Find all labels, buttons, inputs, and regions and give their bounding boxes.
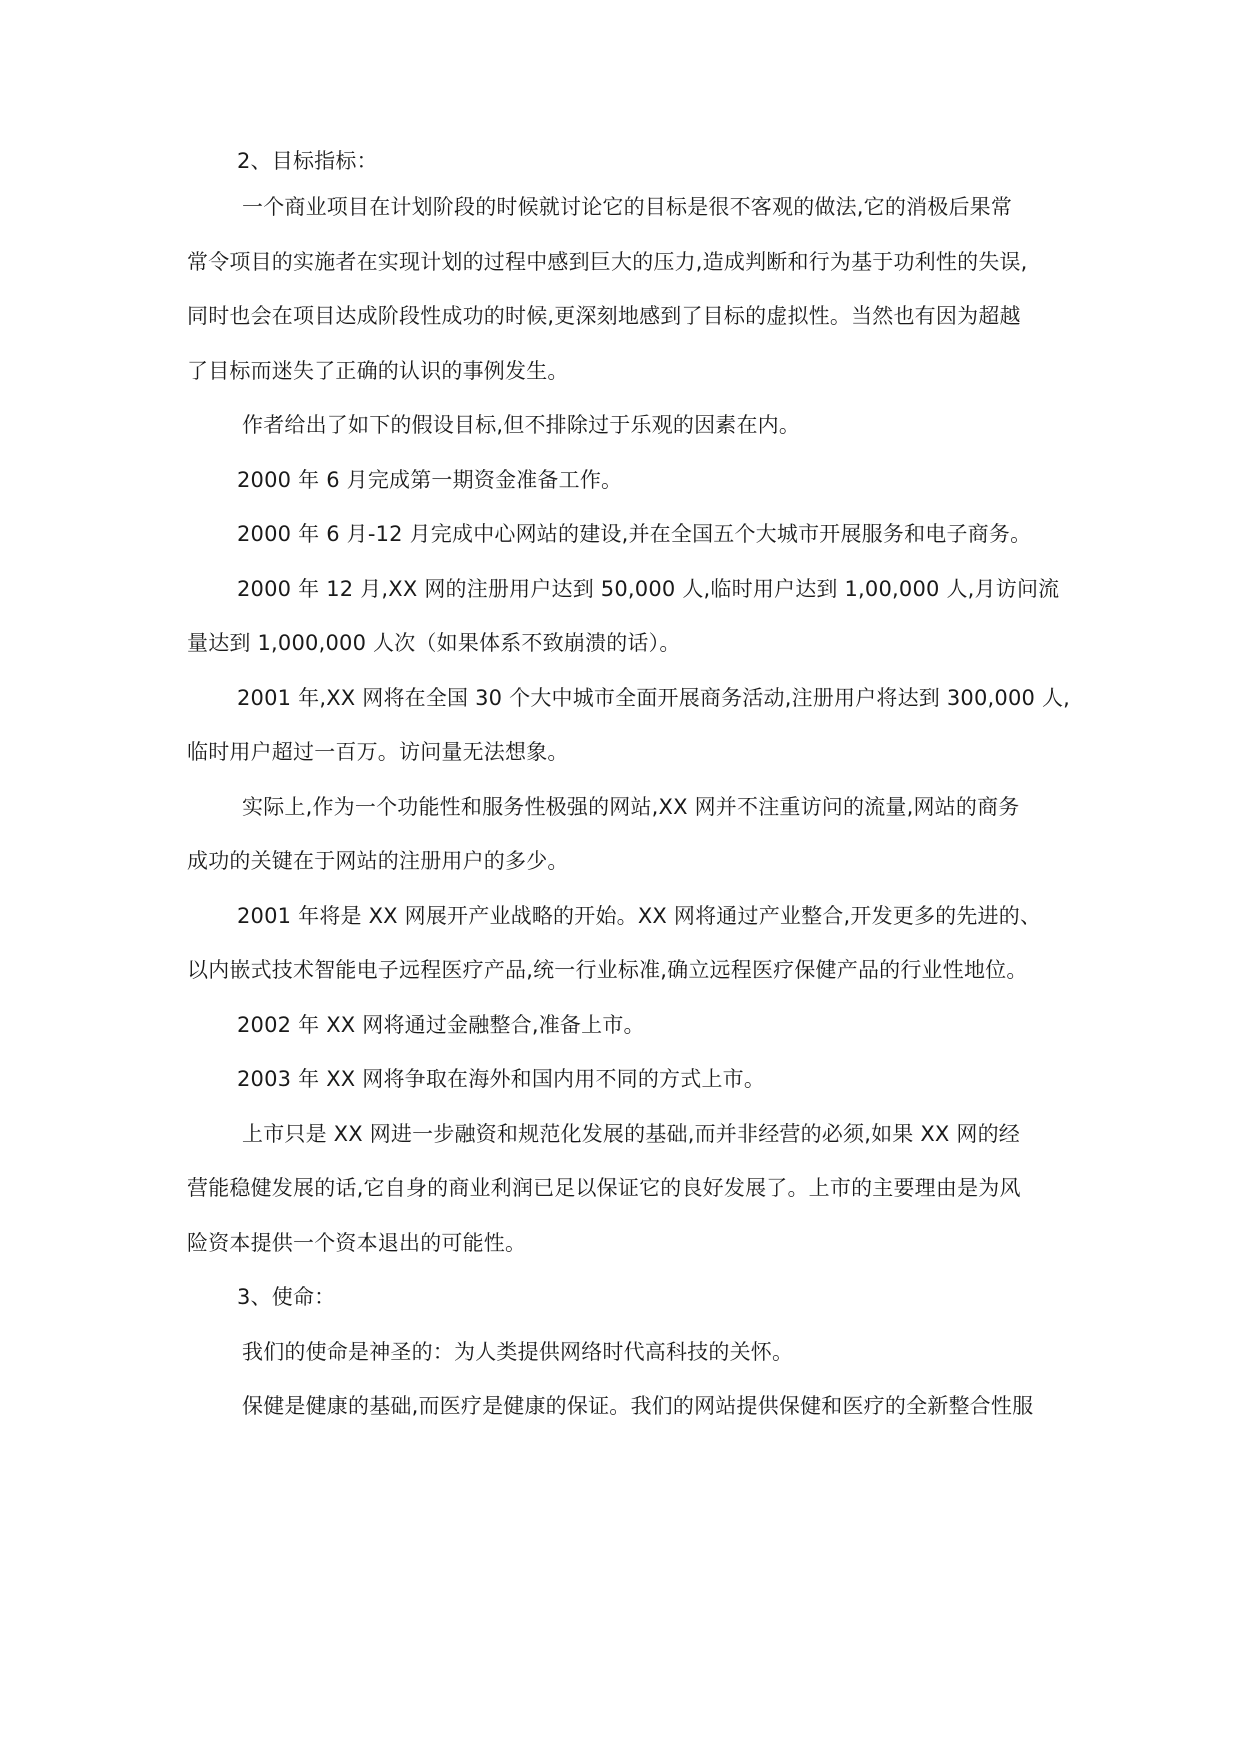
text-line: 2000 年 12 月,XX 网的注册用户达到 50,000 人,临时用户达到 1,00,000 人,月访问流 [237,577,1060,601]
text-line: 一个商业项目在计划阶段的时候就讨论它的目标是很不客观的做法,它的消极后果常 [242,195,1013,219]
text-line: 以内嵌式技术智能电子远程医疗产品,统一行业标准,确立远程医疗保健产品的行业性地位。 [187,958,1028,982]
text-line: 2000 年 6 月-12 月完成中心网站的建设,并在全国五个大城市开展服务和电子商务。 [237,522,1032,546]
text-line: 临时用户超过一百万。访问量无法想象。 [187,740,569,764]
text-line: 常令项目的实施者在实现计划的过程中感到巨大的压力,造成判断和行为基于功利性的失误, [187,250,1028,274]
text-line: 2001 年,XX 网将在全国 30 个大中城市全面开展商务活动,注册用户将达到 300,000 人, [237,686,1071,710]
text-line: 2001 年将是 XX 网展开产业战略的开始。XX 网将通过产业整合,开发更多的先进的、 [237,904,1042,928]
text-line: 作者给出了如下的假设目标,但不排除过于乐观的因素在内。 [242,413,801,437]
text-line: 我们的使命是神圣的：为人类提供网络时代高科技的关怀。 [242,1340,794,1364]
text-line: 量达到 1,000,000 人次（如果体系不致崩溃的话）。 [187,631,681,655]
section-heading-mission: 3、使命： [237,1285,336,1309]
section-heading-goals: 2、目标指标： [237,149,378,173]
text-line: 2000 年 6 月完成第一期资金准备工作。 [237,468,623,492]
text-line: 上市只是 XX 网进一步融资和规范化发展的基础,而并非经营的必须,如果 XX 网的经 [242,1122,1020,1146]
text-line: 营能稳健发展的话,它自身的商业利润已足以保证它的良好发展了。上市的主要理由是为风 [187,1176,1021,1200]
text-line: 保健是健康的基础,而医疗是健康的保证。我们的网站提供保健和医疗的全新整合性服 [242,1394,1034,1418]
text-line: 成功的关键在于网站的注册用户的多少。 [187,849,569,873]
text-line: 2003 年 XX 网将争取在海外和国内用不同的方式上市。 [237,1067,766,1091]
text-line: 同时也会在项目达成阶段性成功的时候,更深刻地感到了目标的虚拟性。当然也有因为超越 [187,304,1021,328]
text-line: 实际上,作为一个功能性和服务性极强的网站,XX 网并不注重访问的流量,网站的商务 [242,795,1020,819]
text-line: 险资本提供一个资本退出的可能性。 [187,1231,527,1255]
text-line: 了目标而迷失了正确的认识的事例发生。 [187,359,569,383]
text-line: 2002 年 XX 网将通过金融整合,准备上市。 [237,1013,645,1037]
